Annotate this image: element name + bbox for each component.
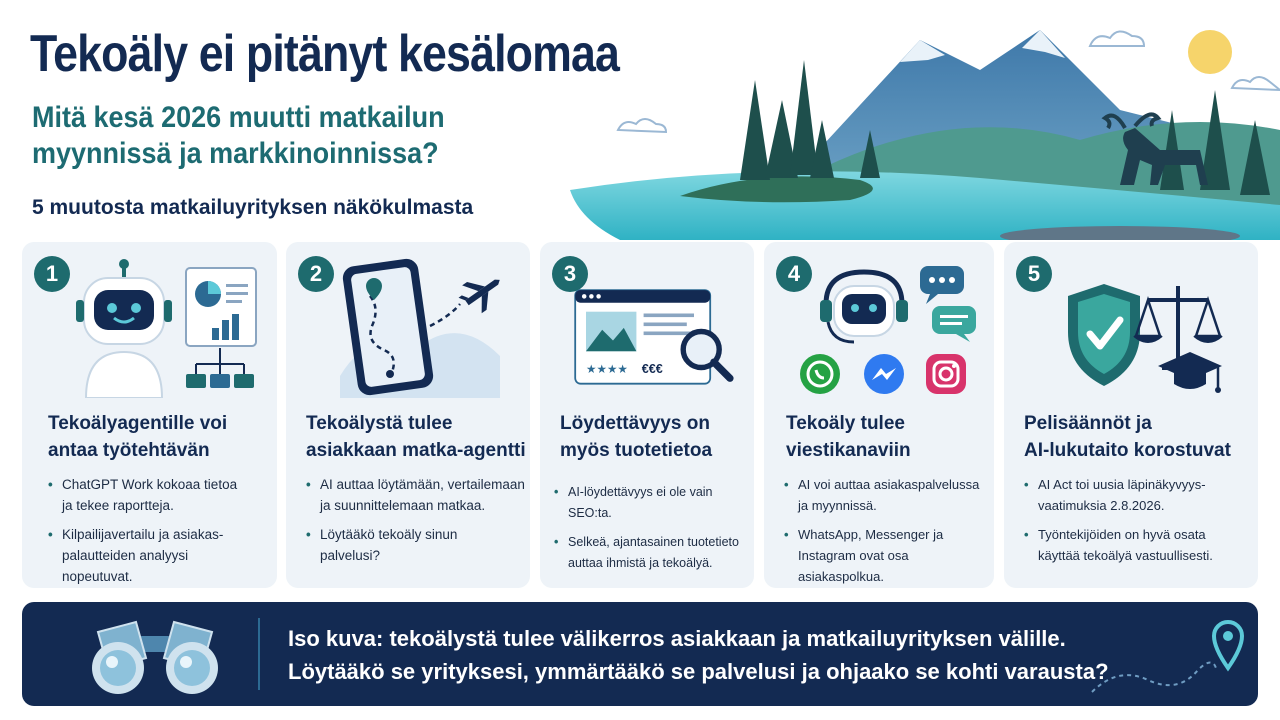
bullet-item — [784, 524, 994, 587]
robot-icon — [76, 259, 172, 398]
page-title: Tekoäly ei pitänyt kesälomaa — [30, 25, 620, 83]
bullet-line: palautteiden analyysi — [62, 548, 189, 563]
bullet-line: ja tekee raportteja. — [62, 498, 174, 513]
browser-listing-illustration — [568, 256, 748, 398]
card-messaging — [764, 242, 994, 588]
support-bot-icon — [820, 272, 908, 342]
banner-line-1: Iso kuva: tekoälystä tulee välikerros asiakkaan ja matkailuyrityksen välille. — [288, 626, 1066, 651]
bullet-line: nopeutuvat. — [62, 569, 133, 584]
bullet-line: • AI voi auttaa asiakaspalvelussa — [798, 477, 980, 492]
binoculars-icon — [80, 614, 230, 696]
card-regulation — [1004, 242, 1258, 588]
bullet-line: • AI Act toi uusia läpinäkyvyys- — [1038, 477, 1206, 492]
card-title — [560, 410, 712, 464]
messenger-icon — [864, 354, 904, 394]
card-title-line-2: asiakkaan matka-agentti — [306, 440, 526, 461]
card-number-badge: 5 — [1016, 256, 1052, 292]
lead-text: 5 muutosta matkailuyrityksen näkökulmasta — [32, 196, 474, 219]
bullet-line: käyttää tekoälyä vastuullisesti. — [1038, 548, 1213, 563]
airplane-icon — [454, 266, 510, 319]
banner-divider — [258, 618, 260, 690]
instagram-icon — [926, 354, 966, 394]
card-title-line-1: Pelisäännöt ja — [1024, 413, 1152, 434]
card-bullets — [554, 482, 754, 582]
card-number-badge: 3 — [552, 256, 588, 292]
bullet-line: auttaa ihmistä ja tekoälyä. — [568, 556, 713, 570]
bullet-line: ja myynnissä. — [798, 498, 877, 513]
card-bullets — [1024, 474, 1213, 574]
card-title-line-1: Tekoälyagentille voi — [48, 413, 228, 434]
card-bullets — [306, 474, 525, 574]
bullet-line: • WhatsApp, Messenger ja — [798, 527, 944, 542]
page-subtitle — [32, 100, 445, 172]
regulation-illustration — [1028, 256, 1228, 398]
card-title — [306, 410, 526, 464]
phone-map-illustration — [310, 256, 510, 398]
robot-report-illustration — [62, 256, 262, 398]
location-pin-icon — [1214, 622, 1242, 668]
bullet-line: • Työntekijöiden on hyvä osata — [1038, 527, 1206, 542]
bullet-line: Instagram ovat osa asiakaspolkua. — [798, 548, 909, 584]
card-title-line-1: Löydettävyys on — [560, 413, 710, 434]
subtitle-line-1: Mitä kesä 2026 muutti matkailun — [32, 101, 445, 134]
card-title-line-1: Tekoäly tulee — [786, 413, 905, 434]
card-number-badge: 2 — [298, 256, 334, 292]
bullet-item — [48, 524, 237, 587]
report-chart-icon — [186, 268, 256, 346]
card-number-badge: 1 — [34, 256, 70, 292]
bullet-item — [784, 474, 994, 516]
banner-text — [288, 622, 1109, 688]
bullet-line: vaatimuksia 2.8.2026. — [1038, 498, 1165, 513]
bullet-item — [306, 524, 525, 566]
route-path — [1088, 616, 1248, 698]
whatsapp-icon — [800, 354, 840, 394]
bullet-line: • Kilpailijavertailu ja asiakas- — [62, 527, 224, 542]
bullet-item — [1024, 474, 1213, 516]
card-title-line-1: Tekoälystä tulee — [306, 413, 453, 434]
bullet-item — [306, 474, 525, 516]
card-findability — [540, 242, 754, 588]
bullet-item — [554, 482, 754, 524]
bullet-line: • Selkeä, ajantasainen tuotetieto — [568, 535, 739, 549]
messaging-illustration — [784, 256, 984, 398]
card-title — [786, 410, 911, 464]
graduation-cap-icon — [1158, 352, 1222, 393]
flowchart-icon — [186, 348, 254, 388]
card-number-badge: 4 — [776, 256, 812, 292]
price-label: €€€ — [641, 361, 663, 376]
card-title-line-2: myös tuotetietoa — [560, 440, 713, 461]
bullet-line: • AI-löydettävyys ei ole vain SEO:ta. — [568, 485, 713, 520]
card-title — [1024, 410, 1231, 464]
card-title-line-2: antaa työtehtävän — [48, 440, 210, 461]
subtitle-line-2: myynnissä ja markkinoinnissa? — [32, 137, 439, 170]
banner-line-2: Löytääkö se yrityksesi, ymmärtääkö se palvelusi ja ohjaako se kohti varausta? — [288, 659, 1109, 684]
card-title — [48, 410, 227, 464]
bullet-line: • ChatGPT Work kokoaa tietoa — [62, 477, 238, 492]
card-bullets — [48, 474, 237, 595]
bullet-line: palvelusi? — [320, 548, 381, 563]
sun-icon — [1188, 30, 1232, 74]
landscape-illustration — [560, 0, 1280, 240]
bullet-item — [48, 474, 237, 516]
shield-check-icon — [1068, 284, 1140, 386]
bullet-line: • Löytääkö tekoäly sinun — [320, 527, 458, 542]
chat-bubble-icon — [920, 266, 976, 342]
bullet-line: ja suunnittelemaan matkaa. — [320, 498, 486, 513]
bullet-item — [554, 532, 754, 574]
card-bullets — [784, 474, 994, 595]
card-agent-tasks — [22, 242, 277, 588]
bullet-item — [1024, 524, 1213, 566]
summary-banner — [22, 602, 1258, 706]
card-title-line-2: AI-lukutaito korostuvat — [1024, 440, 1231, 461]
rating-stars: ★★★★ — [586, 361, 628, 376]
card-title-line-2: viestikanaviin — [786, 440, 911, 461]
card-travel-agent — [286, 242, 530, 588]
bullet-line: • AI auttaa löytämään, vertailemaan — [320, 477, 525, 492]
scales-icon — [1134, 286, 1222, 368]
